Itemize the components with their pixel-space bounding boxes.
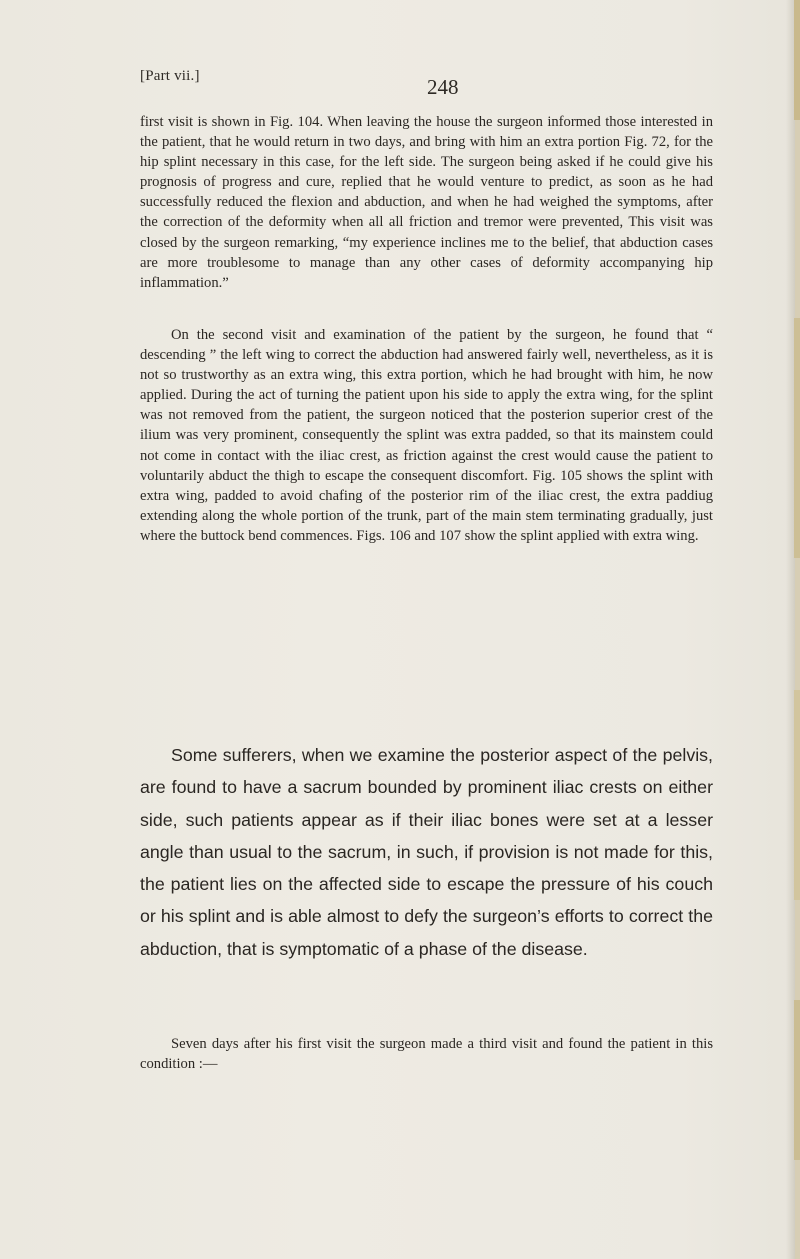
paragraph-large-type: Some sufferers, when we examine the posterior aspect of the pelvis, are found to have a sacrum bounded by prominent iliac crests on either side, such patients appear as if their iliac bones were set at a lesser angle than usual to the sacrum, in such, if provision is not made for this, the patient lies on the affected side to escape the pressure of his couch or his splint and is able almost to defy the surgeon’s efforts to correct the abduction, that is symptomatic of a phase of the disease. (140, 745, 713, 959)
running-header: [Part vii.] (140, 68, 200, 84)
paragraph: first visit is shown in Fig. 104. When leaving the house the surgeon informed those interested in the patient, that he would return in two days, and bring with him an extra portion Fig. 72, for the hip splint necessary in this case, for the left side. The surgeon being asked if he could give his prognosis of progress and cure, replied that he would venture to predict, as soon as he had successfully reduced the flexion and abduction, and when he had weighed the symptoms, after the correction of the deformity when all all friction and tremor were prevented, This visit was closed by the surgeon remarking, “my experience inclines me to the belief, that abduction cases are more troublesome to manage than any other cases of deformity accompanying hip inflammation.” (140, 114, 713, 291)
page-edge-stain (794, 318, 800, 558)
page-edge-stain (794, 0, 800, 120)
page-edge-stain (794, 690, 800, 900)
page-number: 248 (427, 75, 459, 99)
page-edge-stain (794, 1000, 800, 1160)
paragraph: On the second visit and examination of the patient by the surgeon, he found that “ descending ” the left wing to correct the abduction had answered fairly well, nevertheless, as it is not so trustworthy as an extra wing, this extra portion, which he had brought with him, he now applied. During the act of turning the patient upon his side to apply the extra wing, for the splint was not removed from the patient, the surgeon noticed that the posterion superior crest of the ilium was very prominent, consequently the splint was extra padded, so that its mainstem could not come in contact with the iliac crest, as friction against the crest would cause the patient to voluntarily abduct the thigh to escape the consequent discomfort. Fig. 105 shows the splint with extra wing, padded to avoid chafing of the posterior rim of the iliac crest, the extra paddiug extending along the whole portion of the trunk, part of the main stem terminating gradually, just where the buttock bend commences. Figs. 106 and 107 show the splint applied with extra wing. (140, 327, 713, 544)
paragraph: Seven days after his first visit the surgeon made a third visit and found the patient in this condition :— (140, 1036, 713, 1073)
